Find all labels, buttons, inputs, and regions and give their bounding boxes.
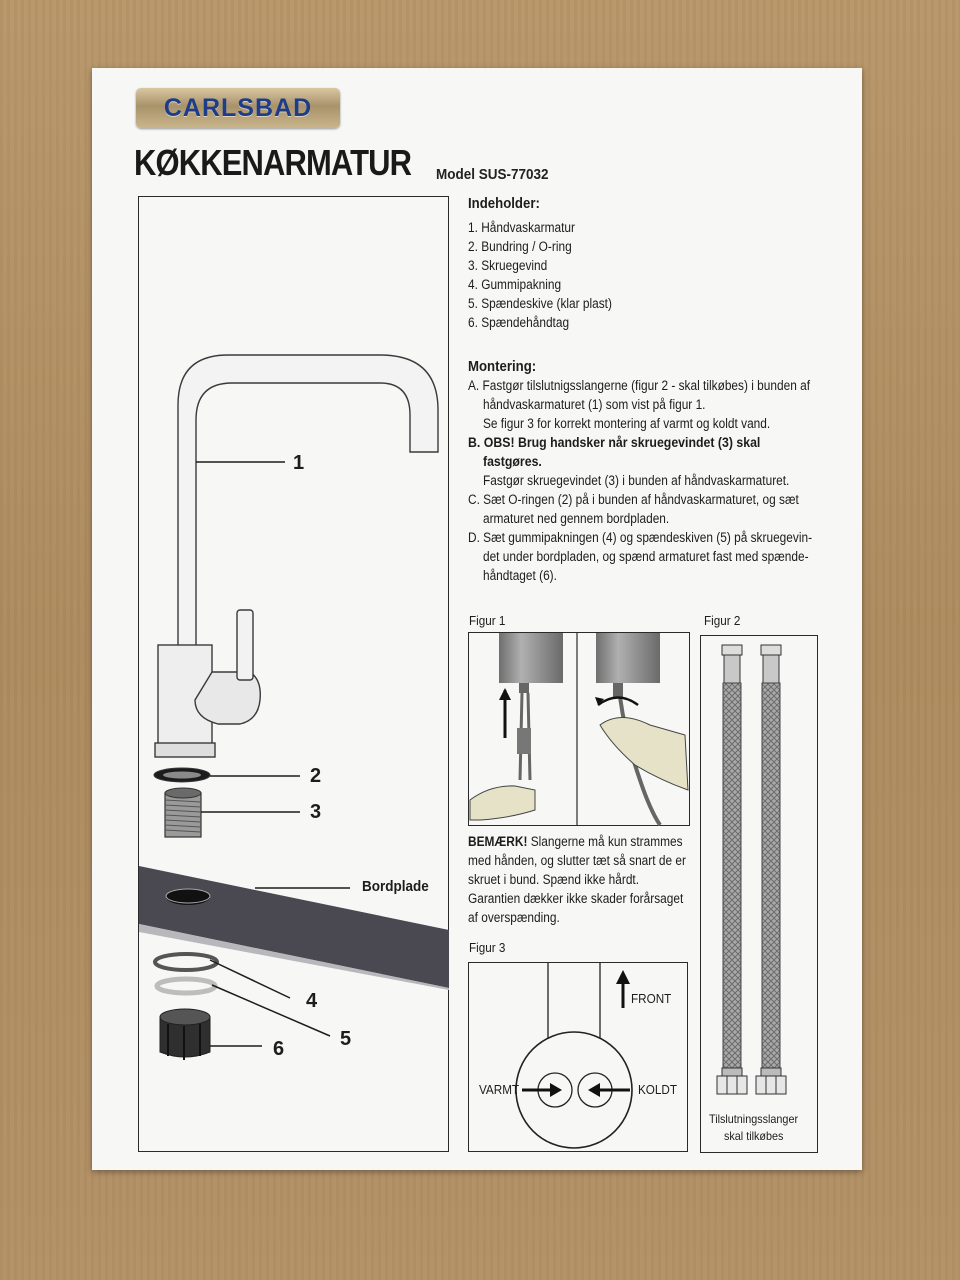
hoses-caption-line-2: skal tilkøbes: [724, 1129, 784, 1143]
step-c-line: C. Sæt O-ringen (2) på i bunden af håndvaskarmaturet, og sæt: [468, 492, 799, 507]
mounting-heading: Montering:: [468, 358, 537, 375]
countertop-label: Bordplade: [362, 878, 429, 895]
page-title: KØKKENARMATUR: [134, 142, 412, 183]
step-d-line: D. Sæt gummipakningen (4) og spændeskiven (5) på skruegevin-: [468, 530, 813, 545]
note-text: skruet i bund. Spænd ikke hårdt.: [468, 872, 640, 887]
list-item: 1. Håndvaskarmatur: [468, 220, 575, 235]
list-item: 6. Spændehåndtag: [468, 315, 570, 330]
note-text: Slangerne må kun strammes: [527, 834, 683, 849]
callout-4: 4: [306, 990, 318, 1012]
callout-6: 6: [273, 1038, 285, 1060]
model-number: Model SUS-77032: [436, 166, 549, 183]
note-text: Garantien dækker ikke skader forårsaget: [468, 891, 684, 906]
callout-3: 3: [310, 801, 322, 823]
callout-5: 5: [340, 1028, 352, 1050]
list-item: 2. Bundring / O-ring: [468, 239, 572, 254]
step-a-line: Se figur 3 for korrekt montering af varmt og koldt vand.: [482, 416, 771, 431]
step-b-line: Fastgør skruegevindet (3) i bunden af håndvaskarmaturet.: [482, 473, 790, 488]
figure-1-caption: Figur 1: [469, 613, 506, 628]
step-d-line: det under bordpladen, og spænd armaturet fast med spænde-: [482, 549, 809, 564]
note-label: BEMÆRK!: [468, 834, 528, 849]
step-b-warning: fastgøres.: [482, 453, 542, 469]
step-d-line: håndtaget (6).: [482, 568, 557, 583]
step-a-line: A. Fastgør tilslutnigsslangerne (figur 2 - skal tilkøbes) i bunden af: [468, 378, 811, 393]
contents-heading: Indeholder:: [468, 195, 540, 212]
step-a-line: håndvaskarmaturet (1) som vist på figur 1.: [482, 397, 706, 412]
hoses-caption-line-1: Tilslutningsslanger: [709, 1112, 799, 1126]
figure-3-caption: Figur 3: [469, 940, 506, 955]
callout-1: 1: [293, 452, 305, 474]
brand-name: CARLSBAD: [163, 93, 313, 122]
cold-label: KOLDT: [638, 1082, 678, 1097]
note-text: med hånden, og slutter tæt så snart de er: [468, 853, 686, 868]
warm-label: VARMT: [479, 1082, 520, 1097]
callout-2: 2: [310, 765, 322, 787]
step-c-line: armaturet ned gennem bordpladen.: [482, 511, 670, 526]
list-item: 4. Gummipakning: [468, 277, 562, 292]
list-item: 5. Spændeskive (klar plast): [468, 296, 612, 311]
figure-2-caption: Figur 2: [704, 613, 741, 628]
list-item: 3. Skruegevind: [468, 258, 548, 273]
note-text: af overspænding.: [468, 910, 560, 925]
front-label: FRONT: [631, 991, 672, 1006]
step-b-warning: B. OBS! Brug handsker når skruegevindet (3) skal: [468, 434, 761, 450]
